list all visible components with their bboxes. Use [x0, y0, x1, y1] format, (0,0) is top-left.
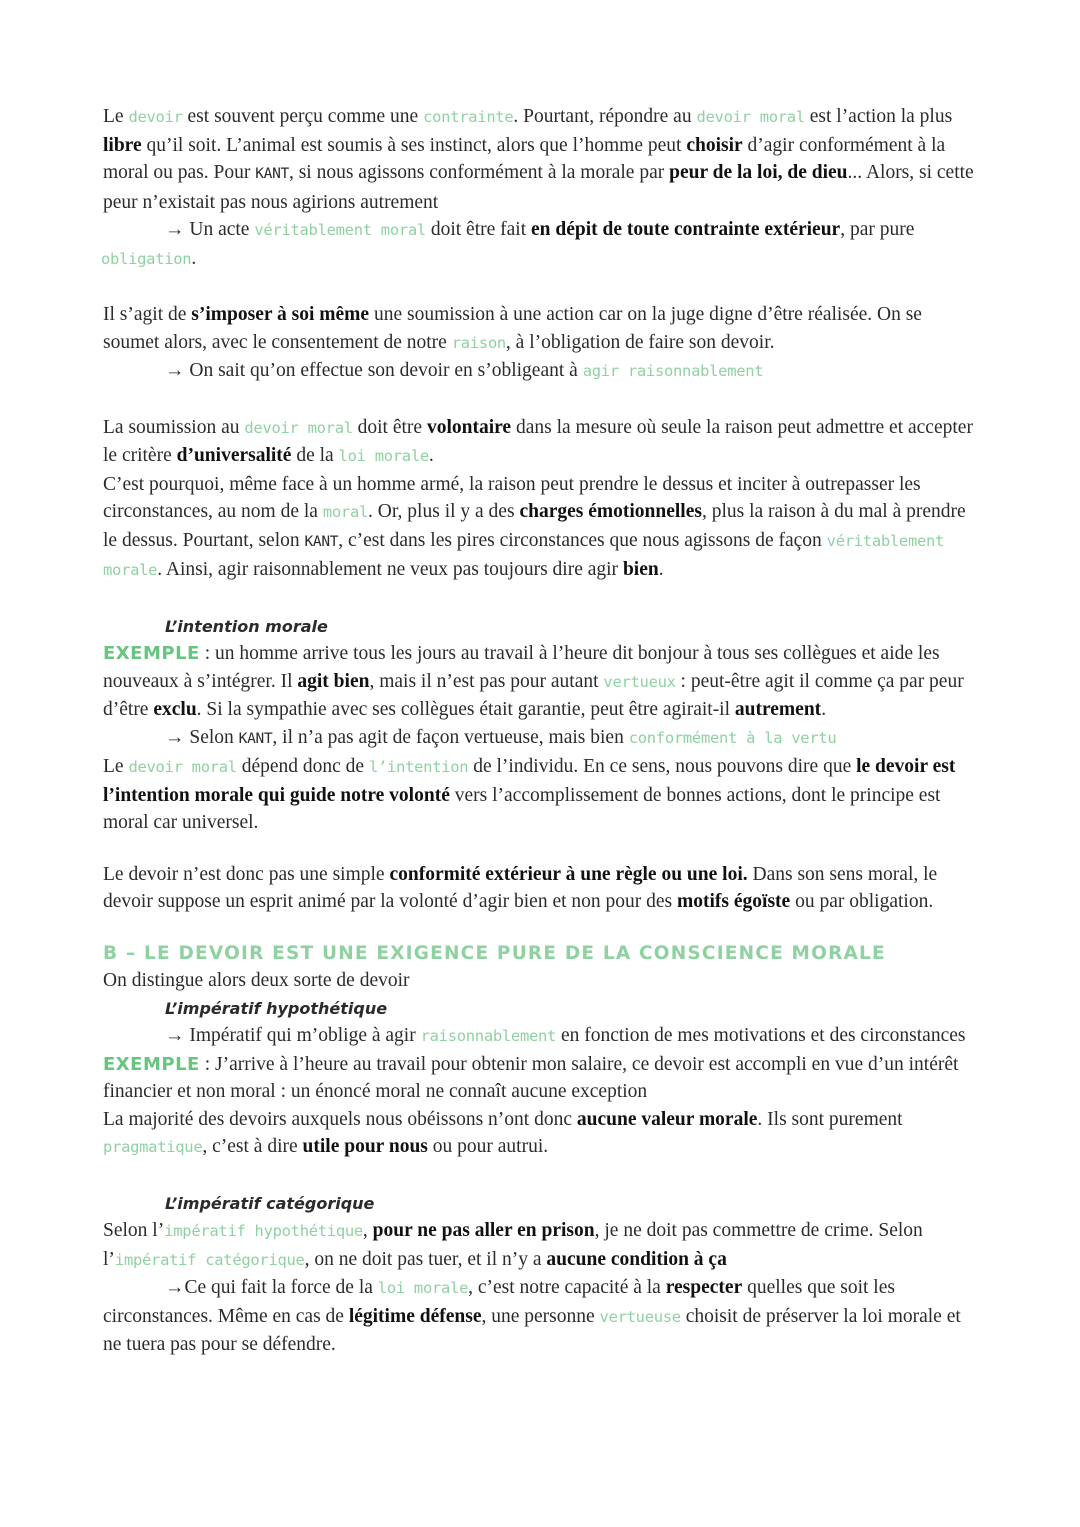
highlight-term: devoir moral — [128, 758, 237, 776]
subheading-intention-morale: L’intention morale — [165, 616, 328, 636]
highlight-term: pragmatique — [103, 1138, 203, 1156]
bold-term: le devoir est l’intention morale qui guide notre volonté — [103, 756, 956, 806]
highlight-term: loi morale — [338, 447, 429, 465]
paragraph-conformite: Le devoir n’est donc pas une simple conformité extérieur à une règle ou une loi. Dans son sens moral, le devoir suppose un esprit animé par la volonté d’agir bien et non pour des motifs égoïste ou par obligation. — [103, 863, 938, 912]
bold-term: aucune valeur morale — [576, 1108, 758, 1130]
bold-term: aucune condition à ça — [546, 1248, 727, 1270]
bold-term: agit bien — [297, 670, 370, 692]
paragraph-deux-sortes: On distingue alors deux sorte de devoir — [103, 970, 410, 991]
example-paragraph-salaire: EXEMPLE : J’arrive à l’heure au travail pour obtenir mon salaire, ce devoir est accompli en vue d’un intérêt financier et non moral : un énoncé moral ne connaît aucune exception — [103, 1053, 959, 1102]
highlight-term: moral — [322, 503, 369, 521]
author-name: KANT — [304, 533, 339, 550]
highlight-term: véritablement moral — [254, 221, 426, 239]
paragraph-intention-individu: Le devoir moral dépend donc de l’intention de l’individu. En ce sens, nous pouvons dire que le devoir est l’intention morale qui guide notre volonté vers l’accomplissement de bonnes actions, dont le principe est moral car universel. — [103, 756, 956, 833]
paragraph-soumission-volontaire: La soumission au devoir moral doit être volontaire dans la mesure où seule la raison peut admettre et accepter le critère d’universalité de la loi morale. — [103, 416, 973, 466]
bold-term: bien — [622, 559, 659, 580]
arrow-icon: → — [165, 219, 190, 240]
bold-term: utile pour nous — [302, 1136, 428, 1157]
bold-term: autrement — [734, 699, 822, 720]
example-label: EXEMPLE — [103, 643, 200, 664]
arrow-point-imperatif: → Impératif qui m’oblige à agir raisonnablement en fonction de mes motivations et des circonstances — [165, 1025, 966, 1046]
arrow-point-acte-moral: → Un acte véritablement moral doit être fait en dépit de toute contrainte extérieur, par pure — [165, 219, 915, 240]
example-paragraph-travail: EXEMPLE : un homme arrive tous les jours au travail à l’heure dit bonjour à tous ses collègues et aide les nouveaux à s’intégrer. Il agit bien, mais il n’est pas pour autant vertueux : peut-être agit il comme ça par peur d’être exclu. Si la sympathie avec ses collègues était garantie, peut être agirait-il autrement. — [103, 643, 964, 720]
highlight-term: l’intention — [368, 758, 469, 776]
highlight-term: loi morale — [377, 1279, 469, 1297]
highlight-term: agir raisonnablement — [582, 362, 764, 380]
example-label: EXEMPLE — [103, 1053, 200, 1075]
bold-term: respecter — [665, 1277, 743, 1298]
author-name: KANT — [255, 166, 289, 182]
arrow-icon: → — [165, 726, 190, 748]
arrow-point-loi-morale: →Ce qui fait la force de la loi morale, c’est notre capacité à la respecter quelles que soit les circonstances. Même en cas de légitime défense, une personne vertueuse choisit de préserver la loi morale et ne tuera pas pour se défendre. — [103, 1277, 961, 1355]
highlight-term: devoir moral — [696, 108, 805, 126]
paragraph-imposer-soi: Il s’agit de s’imposer à soi même une soumission à une action car on la juge digne d’être réalisée. On se soumet alors, avec le consentement de notre raison, à l’obligation de faire son devoir. — [103, 304, 922, 353]
bold-term: d’universalité — [176, 445, 292, 466]
bold-term: volontaire — [426, 416, 512, 438]
highlight-term: contrainte — [423, 108, 514, 126]
highlight-term: raison — [451, 333, 506, 352]
bold-term: libre — [103, 134, 142, 156]
bold-term: motifs égoïste — [677, 891, 791, 912]
highlight-term: vertueuse — [599, 1307, 681, 1326]
highlight-term: devoir moral — [244, 418, 353, 437]
arrow-icon: → — [165, 1025, 190, 1046]
paragraph-homme-arme: C’est pourquoi, même face à un homme armé, la raison peut prendre le dessus et inciter à outrepasser les circonstances, au nom de la moral. Or, plus il y a des charges émotionnelles, plus la raison à du mal à prendre le dessus. Pourtant, selon KANT, c’est dans les pires circonstances que nous agissons de façon véritablement morale. Ainsi, agir raisonnablement ne veux pas toujours dire agir bien. — [103, 473, 966, 580]
highlight-term: vertueux — [603, 672, 676, 691]
bold-term: choisir — [686, 134, 743, 156]
bold-term: peur de la loi, de dieu — [669, 162, 848, 183]
highlight-term: impératif catégorique — [114, 1250, 305, 1269]
bold-term: pour ne pas aller en prison — [372, 1220, 595, 1241]
subheading-imperatif-hypothetique: L’impératif hypothétique — [165, 998, 388, 1018]
document-page — [103, 103, 983, 1359]
paragraph-prison: Selon l’impératif hypothétique, pour ne pas aller en prison, je ne doit pas commettre de crime. Selon l’impératif catégorique, on ne doit pas tuer, et il n’y a aucune condition à ça — [103, 1220, 923, 1270]
highlight-term: devoir — [128, 108, 183, 126]
arrow-point-kant-vertu: → Selon KANT, il n’a pas agit de façon vertueuse, mais bien conformément à la vertu — [165, 726, 837, 748]
bold-term: en dépit de toute contrainte extérieur — [531, 219, 841, 240]
arrow-icon: → — [165, 1277, 185, 1298]
highlight-term: raisonnablement — [420, 1027, 557, 1045]
paragraph-majorite-devoirs: La majorité des devoirs auxquels nous obéissons n’ont donc aucune valeur morale. Ils sont purement pragmatique, c’est à dire utile pour nous ou pour autrui. — [103, 1108, 903, 1157]
bold-term: conformité extérieur à une règle ou une loi. — [389, 863, 748, 885]
arrow-point-agir-raisonnablement: → On sait qu’on effectue son devoir en s’obligeant à agir raisonnablement — [165, 360, 764, 381]
highlight-term: impératif hypothétique — [164, 1222, 363, 1240]
bold-term: exclu — [153, 699, 197, 720]
author-name: KANT — [238, 730, 273, 747]
section-heading-b: B – LE DEVOIR EST UNE EXIGENCE PURE DE LA CONSCIENCE MORALE — [103, 942, 886, 964]
arrow-icon: → — [165, 360, 190, 381]
arrow-point-continuation: obligation. — [101, 247, 197, 269]
bold-term: s’imposer à soi même — [191, 304, 370, 325]
bold-term: charges émotionnelles — [519, 501, 702, 522]
subheading-imperatif-categorique: L’impératif catégorique — [165, 1193, 375, 1213]
highlight-term: conformément à la vertu — [628, 728, 837, 747]
bold-term: légitime défense — [348, 1305, 482, 1327]
highlight-term: véritablement morale — [103, 531, 945, 579]
paragraph-devoir-contrainte: Le devoir est souvent perçu comme une contrainte. Pourtant, répondre au devoir moral est l’action la plus libre qu’il soit. L’animal est soumis à ses instinct, alors que l’homme peut choisir d’agir conformément à la moral ou pas. Pour KANT, si nous agissons conformément à la morale par peur de la loi, de dieu... Alors, si cette peur n’existait pas nous agirions autrement — [103, 106, 974, 213]
highlight-term: obligation — [101, 249, 192, 268]
